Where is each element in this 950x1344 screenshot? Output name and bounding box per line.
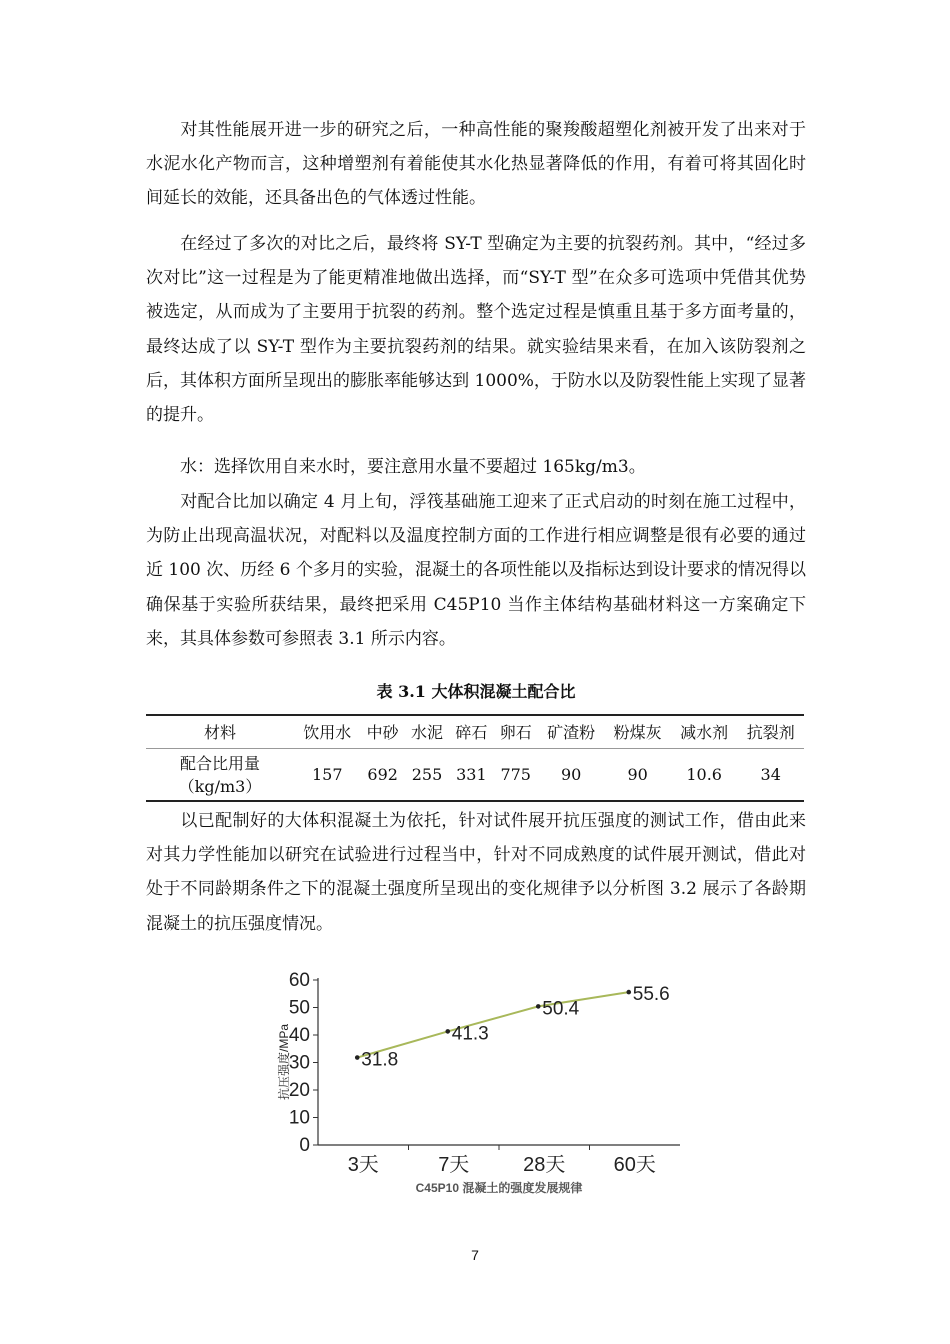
strength-development-chart [270,962,690,1202]
y-axis-label: 抗压强度/MPa [277,1023,291,1101]
value-cell: 331 [449,748,493,801]
y-tick-label: 60 [288,970,310,991]
y-tick-label: 0 [299,1135,310,1156]
header-cell: 饮用水 [294,715,361,748]
paragraph-anti-crack-agent: 在经过了多次的对比之后，最终将 SY-T 型确定为主要的抗裂药剂。其中，“经过多次对比”这一过程是为了能更精准地做出选择，而“SY-T 型”在众多可选项中凭借其优势被选定，从而成为了主要用于抗裂的药剂。整个选定过程是慎重且基于多方面考量的，最终达成了以 SY-T 型作为主要抗裂药剂的结果。就实验结果来看，在加入该防裂剂之后，其体积方面所呈现出的膨胀率能够达到 1000%，于防水以及防裂性能上实现了显著的提升。 [146,234,806,426]
data-label: 50.4 [542,998,580,1020]
header-cell: 抗裂剂 [737,715,804,748]
value-cell: 10.6 [671,748,738,801]
header-cell: 中砂 [361,715,405,748]
data-label: 41.3 [451,1023,489,1045]
paragraph-superplasticizer: 对其性能展开进一步的研究之后，一种高性能的聚羧酸超塑化剂被开发了出来对于水泥水化产物而言，这种增塑剂有着能使其水化热显著降低的作用，有着可将其固化时间延长的效能，还具备出色的气体透过性能。 [146,120,806,209]
table-row [146,748,804,801]
data-point [626,990,631,995]
data-point [445,1029,450,1034]
header-cell: 减水剂 [671,715,738,748]
header-cell: 矿渣粉 [538,715,605,748]
data-point [536,1004,541,1009]
table-caption: 表 3.1 大体积混凝土配合比 [376,682,576,701]
y-tick-label: 50 [288,997,310,1019]
x-tick-label: 7天 [438,1154,470,1176]
row-label-line2: （kg/m3） [178,777,262,797]
table-header-row [146,715,804,748]
value-cell: 34 [737,748,804,801]
data-label: 31.8 [361,1049,399,1071]
header-cell: 卵石 [494,715,538,748]
header-cell: 碎石 [449,715,493,748]
data-label: 55.6 [632,984,670,1006]
value-cell: 692 [361,748,405,801]
header-cell: 材料 [146,715,294,748]
row-label-line1: 配合比用量 [179,754,260,774]
paragraph-water: 水：选择饮用自来水时，要注意用水量不要超过 165kg/m3。 [180,457,646,477]
series-line [357,992,629,1057]
x-tick-label: 60天 [613,1154,656,1176]
y-tick-label: 10 [288,1107,310,1129]
value-cell: 90 [538,748,605,801]
header-cell: 水泥 [405,715,449,748]
value-cell: 90 [604,748,671,801]
x-tick-label: 28天 [523,1154,566,1176]
paragraph-strength-test: 以已配制好的大体积混凝土为依托，针对试件展开抗压强度的测试工作，借由此来对其力学性能加以研究在试验进行过程当中，针对不同成熟度的试件展开测试，借此对处于不同龄期条件之下的混凝土强度所呈现出的变化规律予以分析图 3.2 展示了各龄期混凝土的抗压强度情况。 [146,811,806,934]
y-tick-label: 40 [288,1025,310,1046]
header-cell: 粉煤灰 [604,715,671,748]
value-cell: 775 [494,748,538,801]
mix-ratio-table [146,714,804,802]
x-axis-label: C45P10 混凝土的强度发展规律 [415,1181,583,1195]
page-number: 7 [471,1247,479,1263]
value-cell: 157 [294,748,361,801]
y-tick-label: 20 [288,1080,310,1101]
x-tick-label: 3天 [347,1154,379,1176]
data-point [355,1055,360,1060]
paragraph-mix-ratio: 对配合比加以确定 4 月上旬，浮筏基础施工迎来了正式启动的时刻在施工过程中，为防止出现高温状况，对配料以及温度控制方面的工作进行相应调整是很有必要的通过近 100 次、历经 6 个多月的实验，混凝土的各项性能以及指标达到设计要求的情况得以确保基于实验所获结果，最终把采用 C45P10 当作主体结构基础材料这一方案确定下来，其具体参数可参照表 3.1 所示内容。 [146,492,806,649]
value-cell: 255 [405,748,449,801]
y-tick-label: 30 [288,1052,310,1074]
row-label-cell [146,748,294,801]
